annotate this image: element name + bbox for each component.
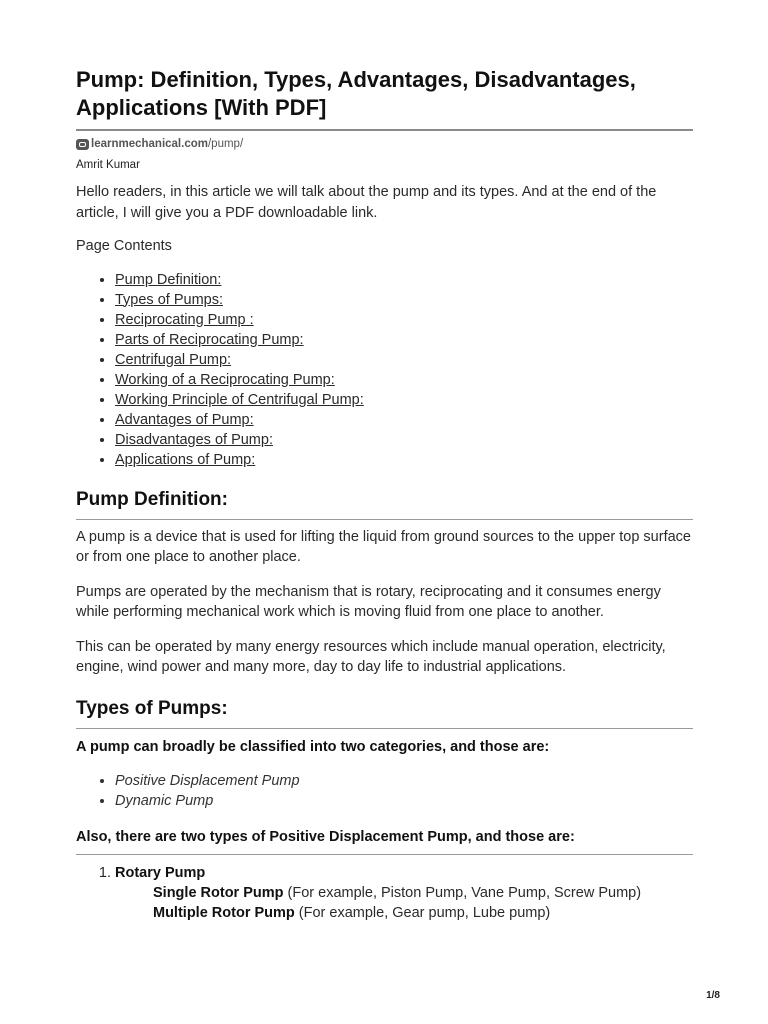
section-divider xyxy=(76,519,693,520)
list-item xyxy=(115,410,693,430)
list-item: • Dynamic Pump xyxy=(115,791,693,811)
section-heading-types: Types of Pumps: xyxy=(76,697,228,719)
list-item xyxy=(115,270,693,290)
intro-paragraph: Hello readers, in this article we will talk about the pump and its types. And at the end of the article, I will give you a PDF downloadable link. xyxy=(76,184,657,221)
source-link[interactable] xyxy=(76,136,693,152)
definition-paragraph-3: This can be operated by many energy resources which include manual operation, electricity, engine, wind power and many more, day to day life to industrial applications. xyxy=(76,638,666,675)
definition-paragraph-2: Pumps are operated by the mechanism that is rotary, reciprocating and it consumes energy while performing mechanical work which is moving fluid from one place to another. xyxy=(76,583,661,620)
page-title: Pump: Definition, Types, Advantages, Disadvantages, Applications [With PDF] xyxy=(76,67,636,120)
sub-item xyxy=(153,903,693,923)
toc-link-advantages[interactable]: Advantages of Pump: xyxy=(115,411,254,428)
page-contents-label: Page Contents xyxy=(76,238,172,254)
pump-categories-list xyxy=(76,771,693,811)
toc-link-pump-definition[interactable]: Pump Definition: xyxy=(115,271,222,288)
list-item xyxy=(115,370,693,390)
sub-item xyxy=(153,883,693,903)
list-item xyxy=(115,290,693,310)
toc-link-working-principle-centrifugal[interactable]: Working Principle of Centrifugal Pump: xyxy=(115,391,364,408)
article xyxy=(76,0,693,923)
list-item xyxy=(115,450,693,470)
sub-item-name: Multiple Rotor Pump xyxy=(153,904,295,921)
types-lead-text: A pump can broadly be classified into two categories, and those are: xyxy=(76,738,550,755)
toc-link-working-of-reciprocating-pump[interactable]: Working of a Reciprocating Pump: xyxy=(115,371,335,388)
toc-link-parts-of-reciprocating-pump[interactable]: Parts of Reciprocating Pump: xyxy=(115,331,304,348)
list-item xyxy=(115,390,693,410)
list-item-title: Rotary Pump xyxy=(115,864,206,881)
list-item xyxy=(115,430,693,450)
positive-displacement-list xyxy=(76,863,693,923)
toc-link-centrifugal-pump[interactable]: Centrifugal Pump: xyxy=(115,351,232,368)
toc-link-types-of-pumps[interactable]: Types of Pumps: xyxy=(115,291,223,308)
sub-item-detail: (For example, Gear pump, Lube pump) xyxy=(294,904,551,921)
toc-link-disadvantages[interactable]: Disadvantages of Pump: xyxy=(115,431,273,448)
list-item xyxy=(115,863,693,923)
section-divider xyxy=(76,728,693,729)
source-path[interactable]: /pump/ xyxy=(207,138,244,150)
toc-link-reciprocating-pump[interactable]: Reciprocating Pump : xyxy=(115,311,254,328)
list-item xyxy=(115,330,693,350)
section-heading-definition: Pump Definition: xyxy=(76,488,228,510)
positive-displacement-lead: Also, there are two types of Positive Displacement Pump, and those are: xyxy=(76,828,575,845)
toc-link-applications[interactable]: Applications of Pump: xyxy=(115,451,256,468)
definition-paragraph-1: A pump is a device that is used for lifting the liquid from ground sources to the upper top surface or from one place to another place. xyxy=(76,528,691,565)
list-item: • Positive Displacement Pump xyxy=(115,771,693,791)
sub-item-detail: (For example, Piston Pump, Vane Pump, Screw Pump) xyxy=(283,884,642,901)
page-number: 1/8 xyxy=(706,990,720,1001)
author-name: Amrit Kumar xyxy=(76,159,140,171)
section-divider xyxy=(76,854,693,855)
list-item xyxy=(115,350,693,370)
title-divider xyxy=(76,129,693,131)
list-item xyxy=(115,310,693,330)
sub-item-name: Single Rotor Pump xyxy=(153,884,284,901)
site-icon xyxy=(76,139,89,150)
source-domain[interactable]: learnmechanical.com xyxy=(91,138,208,150)
table-of-contents xyxy=(76,270,693,470)
